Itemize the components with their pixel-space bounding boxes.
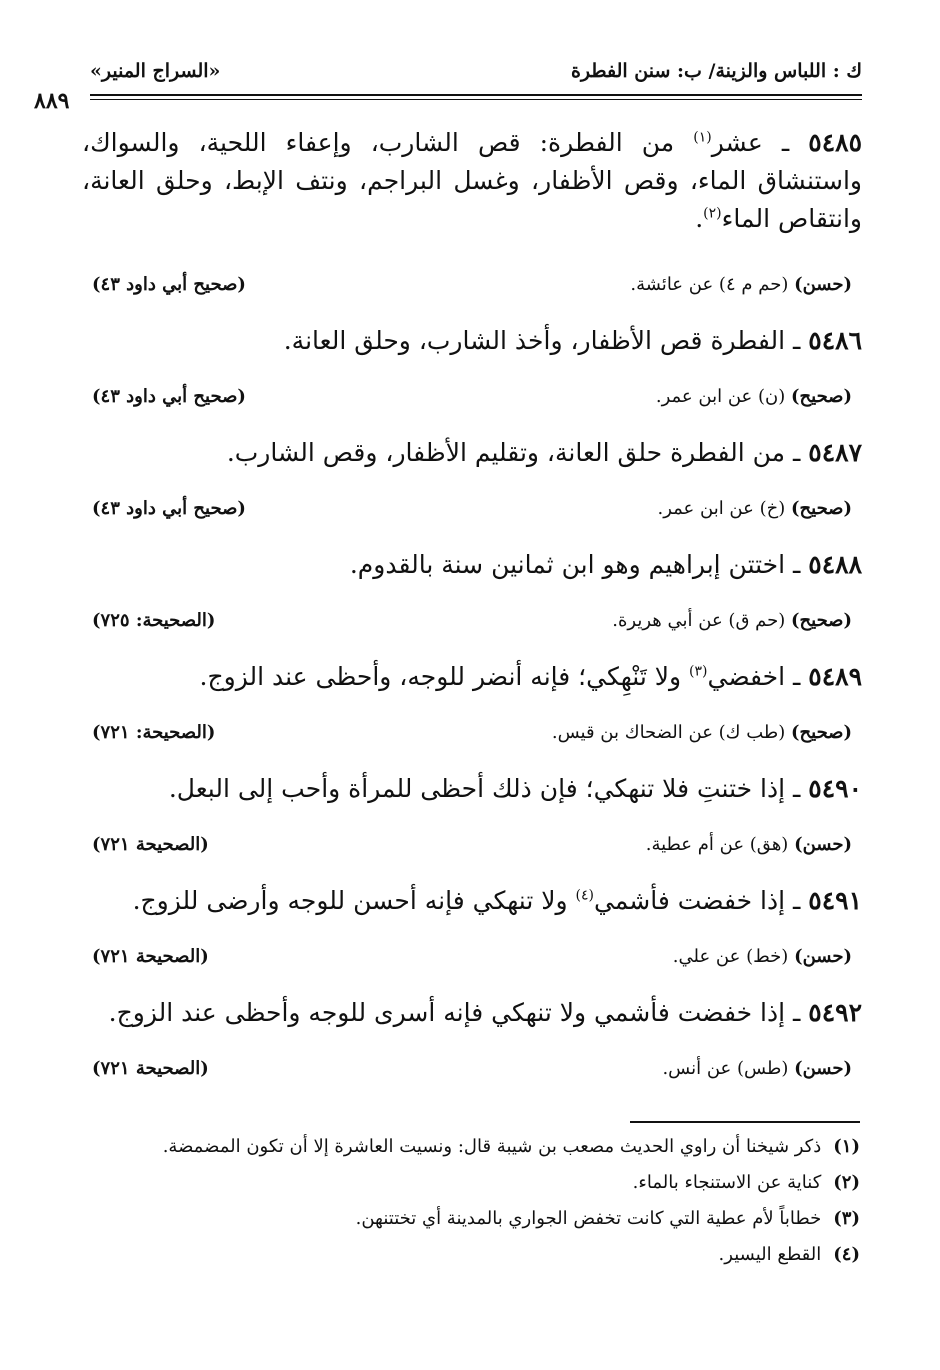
hadith-grade: (حسن)	[794, 274, 852, 295]
hadith-text: ٥٤٨٩ ـ اخفضي$^{(٣)}$ ولا تَنْهِكي؛ فإنه أنضر للوجه، وأحظى عند الزوج.	[199, 662, 862, 691]
hadith-source	[673, 946, 852, 967]
hadith-number: ٥٤٨٧	[808, 438, 862, 467]
hadith-text-part: .	[695, 204, 704, 233]
footnote-number: (١)	[833, 1136, 860, 1157]
hadith-grade: (صحيح)	[791, 610, 852, 631]
hadith-reference: (الصحيحة: ٧٢٥)	[92, 610, 216, 631]
hadith-text-part: من الفطرة حلق العانة، وتقليم الأظفار، وقص الشارب.	[226, 438, 786, 467]
hadith-reference: (صحيح أبي داود ٤٣)	[92, 498, 246, 519]
hadith-grade: (حسن)	[794, 834, 852, 855]
footnote	[719, 1244, 860, 1265]
footnote-number: (٢)	[833, 1172, 860, 1193]
hadith-text-part: الفطرة قص الأظفار، وأخذ الشارب، وحلق العانة.	[283, 326, 786, 355]
hadith-grade: (صحيح)	[791, 722, 852, 743]
footnote-text: كناية عن الاستنجاء بالماء.	[632, 1172, 822, 1193]
hadith-source	[630, 274, 852, 295]
hadith-reference: (الصحيحة ٧٢١)	[92, 834, 209, 855]
footnote	[356, 1208, 860, 1229]
hadith-text-part: اختتن إبراهيم وهو ابن ثمانين سنة بالقدوم.	[349, 550, 786, 579]
hadith-number: ٥٤٩٢	[808, 998, 862, 1027]
footnote-text: القطع اليسير.	[718, 1244, 822, 1265]
hadith-number: ٥٤٨٦	[808, 326, 862, 355]
hadith-reference: (صحيح أبي داود ٤٣)	[92, 274, 246, 295]
hadith-reference: (صحيح أبي داود ٤٣)	[92, 386, 246, 407]
hadith-source	[612, 610, 852, 631]
hadith-number: ٥٤٨٥	[808, 128, 862, 157]
hadith-source	[552, 722, 852, 743]
hadith-source-text: (خط) عن علي.	[672, 946, 789, 967]
chapter-title: ك : اللباس والزينة/ ب: سنن الفطرة	[570, 60, 862, 82]
footnote-marker: (٤)	[575, 887, 594, 904]
header-rule-thin	[90, 99, 862, 100]
footnote-number: (٤)	[833, 1244, 860, 1265]
hadith-text: ٥٤٩٢ ـ إذا خفضت فأشمي ولا تنهكي فإنه أسرى للوجه وأحظى عند الزوج.	[108, 998, 862, 1027]
hadith-text-part: إذا خفضت فأشمي	[594, 886, 786, 915]
hadith-source	[646, 834, 852, 855]
book-title: «السراج المنير»	[90, 60, 221, 82]
hadith-text: ٥٤٩٠ ـ إذا ختنتِ فلا تنهكي؛ فإن ذلك أحظى للمرأة وأحب إلى البعل.	[168, 774, 862, 803]
hadith-number: ٥٤٩١	[808, 886, 862, 915]
hadith-text-part: إذا ختنتِ فلا تنهكي؛ فإن ذلك أحظى للمرأة وأحب إلى البعل.	[168, 774, 786, 803]
hadith-source-text: (هق) عن أم عطية.	[645, 834, 789, 855]
footnote-marker: (٣)	[689, 663, 708, 680]
footnote-number: (٣)	[833, 1208, 860, 1229]
hadith-source-text: (طب ك) عن الضحاك بن قيس.	[551, 722, 786, 743]
hadith-source-text: (طس) عن أنس.	[662, 1058, 789, 1079]
hadith-text-part: من الفطرة: قص الشارب، وإعفاء اللحية، والسواك، واستنشاق الماء، وقص الأظفار، وغسل البراجم، ونتف الإبط، وحلق العانة، وانتقاص الماء	[82, 128, 862, 233]
hadith-text: ٥٤٨٧ ـ من الفطرة حلق العانة، وتقليم الأظفار، وقص الشارب.	[226, 438, 862, 467]
hadith-number: ٥٤٩٠	[808, 774, 862, 803]
hadith-source-text: (ن) عن ابن عمر.	[655, 386, 786, 407]
footnote-marker: (٢)	[703, 205, 722, 222]
hadith-text-part: اخفضي	[707, 662, 786, 691]
header-rule-thick	[90, 94, 862, 96]
hadith-grade: (صحيح)	[791, 498, 852, 519]
footnote-marker: (١)	[693, 129, 712, 146]
hadith-text: ٥٤٨٨ ـ اختتن إبراهيم وهو ابن ثمانين سنة بالقدوم.	[349, 550, 862, 579]
hadith-text-part: ولا تنهكي فإنه أحسن للوجه وأرضى للزوج.	[132, 886, 576, 915]
footnote	[163, 1136, 860, 1157]
footnote	[633, 1172, 860, 1193]
hadith-grade: (صحيح)	[791, 386, 852, 407]
hadith-number: ٥٤٨٨	[808, 550, 862, 579]
footnote-text: ذكر شيخنا أن راوي الحديث مصعب بن شيبة قال: ونسيت العاشرة إلا أن تكون المضمضة.	[162, 1136, 822, 1157]
page-number: ٨٨٩	[34, 88, 70, 114]
hadith-reference: (الصحيحة: ٧٢١)	[92, 722, 216, 743]
hadith-text-part: إذا خفضت فأشمي ولا تنهكي فإنه أسرى للوجه وأحظى عند الزوج.	[108, 998, 786, 1027]
hadith-reference: (الصحيحة ٧٢١)	[92, 1058, 209, 1079]
hadith-source	[662, 1058, 852, 1079]
hadith-text-part: عشر	[711, 128, 763, 157]
hadith-grade: (حسن)	[794, 1058, 852, 1079]
hadith-source-text: (خ) عن ابن عمر.	[657, 498, 786, 519]
hadith-text: ٥٤٨٦ ـ الفطرة قص الأظفار، وأخذ الشارب، وحلق العانة.	[283, 326, 862, 355]
hadith-grade: (حسن)	[794, 946, 852, 967]
hadith-text: ٥٤٩١ ـ إذا خفضت فأشمي$^{(٤)}$ ولا تنهكي فإنه أحسن للوجه وأرضى للزوج.	[132, 886, 862, 915]
hadith-source-text: (حم م ٤) عن عائشة.	[630, 274, 789, 295]
hadith-text: ٥٤٨٥ ـ عشر$^{(١)}$ من الفطرة: قص الشارب، وإعفاء اللحية، والسواك، واستنشاق الماء، وقص الأظفار، وغسل البراجم، ونتف الإبط، وحلق العانة، وانتقاص الماء$^{(٢)}$.	[82, 128, 862, 233]
footnote-separator	[630, 1121, 860, 1123]
hadith-text-part: ولا تَنْهِكي؛ فإنه أنضر للوجه، وأحظى عند الزوج.	[199, 662, 690, 691]
hadith-reference: (الصحيحة ٧٢١)	[92, 946, 209, 967]
running-header	[90, 60, 862, 88]
hadith-number: ٥٤٨٩	[808, 662, 862, 691]
hadith-source-text: (حم ق) عن أبي هريرة.	[612, 610, 786, 631]
hadith-source	[657, 498, 852, 519]
footnote-text: خطاباً لأم عطية التي كانت تخفض الجواري بالمدينة أي تختتنهن.	[355, 1208, 822, 1229]
hadith-source	[656, 386, 852, 407]
